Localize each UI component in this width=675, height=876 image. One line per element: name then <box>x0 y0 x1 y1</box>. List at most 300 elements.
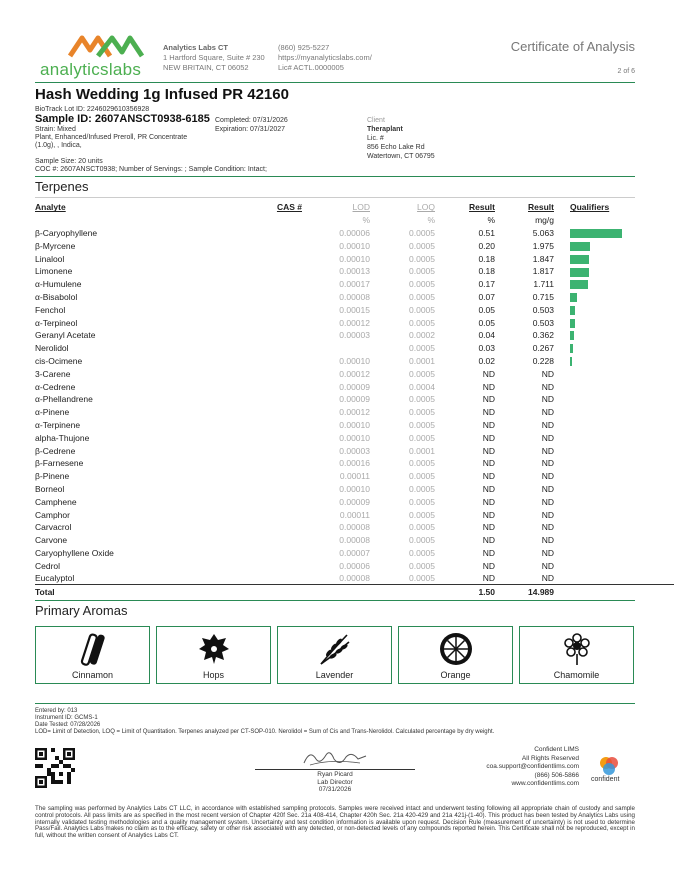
analyte-cell: β-Cedrene <box>35 445 76 456</box>
section-rule-3 <box>35 703 635 704</box>
lod-cell: 0.00007 <box>339 547 370 558</box>
lod-cell <box>302 342 370 355</box>
strain: Strain: Mixed <box>35 126 76 133</box>
analyte-cell: Borneol <box>35 483 65 494</box>
analyte-cell: α-Bisabolol <box>35 291 78 302</box>
table-row <box>35 227 674 240</box>
total-mg: 14.989 <box>528 586 554 597</box>
analyte-cell: Nerolidol <box>35 343 69 354</box>
analyte-cell: α-Pinene <box>35 407 70 418</box>
table-row <box>35 470 674 483</box>
unit-lod: % <box>362 215 370 226</box>
qualifier-cell <box>554 265 674 278</box>
aroma-label: Lavender <box>315 670 354 680</box>
result-pct-cell: ND <box>482 458 495 469</box>
analyte-cell: Fenchol <box>35 304 66 315</box>
loq-cell: 0.0005 <box>409 547 435 558</box>
cas-cell <box>248 547 302 560</box>
aroma-card-hops <box>156 626 271 684</box>
result-pct-cell: 0.05 <box>478 317 495 328</box>
cas-cell <box>248 380 302 393</box>
analyte-cell: Geranyl Acetate <box>35 330 96 341</box>
signature-block <box>255 771 415 794</box>
loq-cell: 0.0005 <box>409 304 435 315</box>
entered-by: Entered by: 013 <box>35 708 78 714</box>
table-row <box>35 303 674 316</box>
col-result-pct: Result <box>469 202 495 213</box>
cas-cell <box>248 495 302 508</box>
qualifier-cell <box>554 559 674 572</box>
cas-cell <box>248 457 302 470</box>
client-name: Theraplant <box>367 126 403 133</box>
loq-cell: 0.0004 <box>409 381 435 392</box>
table-row <box>35 265 674 278</box>
table-row <box>35 329 674 342</box>
lod-cell: 0.00003 <box>339 445 370 456</box>
qualifier-cell <box>554 393 674 406</box>
client-address-2: Watertown, CT 06795 <box>367 153 435 160</box>
qualifier-cell <box>554 355 674 368</box>
loq-cell: 0.0005 <box>409 394 435 405</box>
qualifier-cell <box>554 367 674 380</box>
lod-cell: 0.00010 <box>339 240 370 251</box>
qualifier-cell <box>554 534 674 547</box>
cas-cell <box>248 534 302 547</box>
instrument-id: Instrument ID: GCMS-1 <box>35 715 98 721</box>
lod-cell: 0.00017 <box>339 279 370 290</box>
cas-cell <box>248 483 302 496</box>
table-row <box>35 534 674 547</box>
lod-cell: 0.00010 <box>339 432 370 443</box>
table-row <box>35 508 674 521</box>
client-block <box>367 116 435 161</box>
cas-cell <box>248 342 302 355</box>
table-row <box>35 342 674 355</box>
lod-cell: 0.00010 <box>339 419 370 430</box>
lod-cell: 0.00012 <box>339 407 370 418</box>
result-bar <box>570 280 588 289</box>
table-row <box>35 559 674 572</box>
confident-line1: Confident LIMS <box>534 746 579 753</box>
result-pct-cell: ND <box>482 483 495 494</box>
analyte-cell: Cedrol <box>35 560 61 571</box>
cas-cell <box>248 419 302 432</box>
aroma-card-orange <box>398 626 513 684</box>
confident-logo-text: confident <box>591 776 620 783</box>
result-bar <box>570 331 574 340</box>
result-mg-cell: ND <box>541 535 554 546</box>
analyte-cell: β-Caryophyllene <box>35 227 98 238</box>
meta-block <box>35 708 494 736</box>
cas-cell <box>248 521 302 534</box>
loq-cell: 0.0002 <box>409 330 435 341</box>
result-pct-cell: ND <box>482 496 495 507</box>
table-row <box>35 419 674 432</box>
lod-cell: 0.00015 <box>339 304 370 315</box>
lod-note: LOD= Limit of Detection, LOQ = Limit of Quantitation. Terpenes analyzed per CT-SOP-010. Nerolidol = Sum of Cis and Trans-Nerolidol. Calculated percentage by dry weight. <box>35 729 495 735</box>
signer-name: Ryan Picard <box>317 771 353 778</box>
result-pct-cell: 0.51 <box>478 227 495 238</box>
analyte-cell: α-Humulene <box>35 279 82 290</box>
loq-cell: 0.0005 <box>409 317 435 328</box>
result-mg-cell: 1.847 <box>532 253 554 264</box>
table-row <box>35 572 674 585</box>
result-mg-cell: 1.975 <box>532 240 554 251</box>
lod-cell: 0.00009 <box>339 381 370 392</box>
result-mg-cell: ND <box>541 483 554 494</box>
result-pct-cell: ND <box>482 573 495 584</box>
chamomile-icon <box>559 632 595 666</box>
result-pct-cell: ND <box>482 432 495 443</box>
confident-logo-icon <box>598 755 620 777</box>
qualifier-cell <box>554 457 674 470</box>
result-mg-cell: ND <box>541 496 554 507</box>
table-row <box>35 367 674 380</box>
date-tested: Date Tested: 07/28/2026 <box>35 722 101 728</box>
result-pct-cell: ND <box>482 368 495 379</box>
lab-info <box>163 43 265 73</box>
loq-cell: 0.0005 <box>409 535 435 546</box>
aroma-label: Orange <box>440 670 471 680</box>
result-mg-cell: ND <box>541 509 554 520</box>
result-bar <box>570 344 573 353</box>
qualifier-cell <box>554 291 674 304</box>
aroma-label: Cinnamon <box>71 670 114 680</box>
total-pct: 1.50 <box>478 586 495 597</box>
analyte-cell: α-Phellandrene <box>35 394 93 405</box>
loq-cell: 0.0005 <box>409 419 435 430</box>
loq-cell: 0.0005 <box>409 253 435 264</box>
qualifier-cell <box>554 329 674 342</box>
cinnamon-icon <box>75 632 111 666</box>
loq-cell: 0.0005 <box>409 291 435 302</box>
lab-contact <box>278 43 372 73</box>
analyte-cell: Caryophyllene Oxide <box>35 547 114 558</box>
disclaimer: The sampling was performed by Analytics Labs CT LLC, in accordance with established sampling protocols. Samples were received intact and underwent testing following all appropriate chain of custody and sample control protocols. All pass limits are as specified in the most recent version of Chapter 420f Sec. 21a 408-414, Chapter 420h Sec. 21a 420-429 and 21a 421j-(1-40). This product has been tested by Analytics Labs using internally validated testing methodologies and a quality management system. Uncertainty and test condition information is available upon request. Decision Rule (measurement of uncertainty) is not used to determine Pass/Fail. Analytics Labs makes no claim as to the efficacy, safety or other risk associated with any detected, or non-detected levels of any compounds reported herein. This Certificate shall not be reproduced, except in full, without the written consent of Analytics Labs CT. <box>35 805 635 840</box>
confident-email[interactable]: coa.support@confidentlims.com <box>486 763 579 770</box>
result-bar <box>570 229 622 238</box>
loq-cell: 0.0005 <box>409 573 435 584</box>
hops-icon <box>196 632 232 666</box>
terpenes-title: Terpenes <box>35 179 89 194</box>
lod-cell: 0.00008 <box>339 573 370 584</box>
result-pct-cell: ND <box>482 419 495 430</box>
cas-cell <box>248 329 302 342</box>
table-row <box>35 406 674 419</box>
col-lod: LOD <box>352 202 370 213</box>
lod-cell: 0.00013 <box>339 266 370 277</box>
confident-line2: All Rights Reserved <box>521 754 579 762</box>
loq-cell: 0.0005 <box>409 266 435 277</box>
lod-cell: 0.00010 <box>339 355 370 366</box>
qualifier-cell <box>554 483 674 496</box>
lod-cell: 0.00011 <box>339 471 370 482</box>
qualifier-cell <box>554 572 674 585</box>
sample-size: Sample Size: 20 units <box>35 158 103 165</box>
aromas-title: Primary Aromas <box>35 603 128 618</box>
client-license: Lic. # <box>367 135 384 142</box>
lab-address-1: 1 Hartford Square, Suite # 230 <box>163 53 265 62</box>
cas-cell <box>248 393 302 406</box>
lod-cell: 0.00006 <box>339 227 370 238</box>
lod-cell: 0.00008 <box>339 522 370 533</box>
confident-website[interactable]: www.confidentlims.com <box>511 780 579 787</box>
cas-cell <box>248 252 302 265</box>
col-analyte: Analyte <box>35 202 66 213</box>
analyte-cell: alpha-Thujone <box>35 432 90 443</box>
total-cell <box>302 585 370 598</box>
orange-icon <box>438 632 474 666</box>
qualifier-cell <box>554 419 674 432</box>
qr-code-icon <box>35 748 75 788</box>
result-bar <box>570 268 589 277</box>
header-rule <box>35 82 635 83</box>
cas-cell <box>248 303 302 316</box>
cas-cell <box>248 239 302 252</box>
table-row <box>35 239 674 252</box>
cas-cell <box>248 291 302 304</box>
qualifier-cell <box>554 431 674 444</box>
result-pct-cell: ND <box>482 509 495 520</box>
cas-cell <box>248 265 302 278</box>
result-mg-cell: ND <box>541 458 554 469</box>
signature-line <box>255 769 415 770</box>
result-mg-cell: ND <box>541 573 554 584</box>
result-mg-cell: 0.228 <box>532 355 554 366</box>
result-mg-cell: ND <box>541 419 554 430</box>
page-number: 2 of 6 <box>617 68 635 75</box>
result-mg-cell: ND <box>541 381 554 392</box>
table-row <box>35 547 674 560</box>
lavender-icon <box>317 632 353 666</box>
confident-block <box>486 746 579 789</box>
col-cas: CAS # <box>276 202 302 213</box>
lab-phone: (860) 925-5227 <box>278 43 330 52</box>
cas-cell <box>248 355 302 368</box>
qualifier-cell <box>554 316 674 329</box>
result-pct-cell: ND <box>482 547 495 558</box>
result-mg-cell: ND <box>541 522 554 533</box>
result-mg-cell: ND <box>541 547 554 558</box>
loq-cell: 0.0005 <box>409 407 435 418</box>
cas-cell <box>248 406 302 419</box>
analyte-cell: Linalool <box>35 253 65 264</box>
loq-cell: 0.0001 <box>409 355 435 366</box>
result-mg-cell: 0.362 <box>532 330 554 341</box>
lod-cell: 0.00010 <box>339 483 370 494</box>
unit-result-pct: % <box>487 215 495 226</box>
total-cell <box>248 585 302 598</box>
aroma-label: Hops <box>202 670 224 680</box>
loq-cell: 0.0005 <box>409 343 435 354</box>
completed-date: Completed: 07/31/2026 <box>215 117 288 124</box>
table-row <box>35 278 674 291</box>
product-name: Hash Wedding 1g Infused PR 42160 <box>35 86 289 103</box>
analyte-cell: α-Terpineol <box>35 317 78 328</box>
result-mg-cell: 1.817 <box>532 266 554 277</box>
col-qualifiers: Qualifiers <box>570 202 610 213</box>
signature-date: 07/31/2026 <box>318 786 352 793</box>
analyte-cell: 3-Carene <box>35 368 71 379</box>
result-mg-cell: 0.503 <box>532 317 554 328</box>
lod-cell: 0.00010 <box>339 253 370 264</box>
lod-cell: 0.00016 <box>339 458 370 469</box>
result-pct-cell: ND <box>482 381 495 392</box>
lod-cell: 0.00011 <box>339 509 370 520</box>
loq-cell: 0.0005 <box>409 432 435 443</box>
loq-cell: 0.0005 <box>409 458 435 469</box>
cas-cell <box>248 559 302 572</box>
table-row <box>35 495 674 508</box>
qualifier-cell <box>554 342 674 355</box>
analyte-cell: Eucalyptol <box>35 573 75 584</box>
table-row <box>35 316 674 329</box>
result-mg-cell: ND <box>541 368 554 379</box>
analyte-cell: α-Cedrene <box>35 381 76 392</box>
product-type-2: (1.0g), , Indica, <box>35 142 82 149</box>
qualifier-cell <box>554 380 674 393</box>
analyte-cell: Camphor <box>35 509 70 520</box>
loq-cell: 0.0005 <box>409 560 435 571</box>
qualifier-cell <box>554 278 674 291</box>
qualifier-cell <box>554 547 674 560</box>
lab-name: Analytics Labs CT <box>163 43 229 52</box>
qualifier-cell <box>554 495 674 508</box>
aroma-card-lavender <box>277 626 392 684</box>
table-row <box>35 355 674 368</box>
analyte-cell: β-Pinene <box>35 471 70 482</box>
result-bar <box>570 255 589 264</box>
section-rule-1 <box>35 176 635 177</box>
loq-cell: 0.0005 <box>409 471 435 482</box>
analyte-cell: Carvacrol <box>35 522 72 533</box>
lod-cell: 0.00008 <box>339 291 370 302</box>
doc-title: Certificate of Analysis <box>510 39 635 54</box>
confident-phone: (866) 506-5866 <box>534 771 579 779</box>
section-rule-2 <box>35 600 635 601</box>
aroma-label: Chamomile <box>553 670 600 680</box>
table-units-row <box>35 214 674 227</box>
cas-cell <box>248 431 302 444</box>
result-mg-cell: ND <box>541 560 554 571</box>
table-row <box>35 457 674 470</box>
table-header-row <box>35 201 674 214</box>
table-row <box>35 444 674 457</box>
total-row <box>35 585 674 598</box>
qualifier-cell <box>554 239 674 252</box>
loq-cell: 0.0001 <box>409 445 435 456</box>
result-pct-cell: 0.05 <box>478 304 495 315</box>
analyte-cell: Limonene <box>35 266 73 277</box>
analyticslabs-logo-icon <box>68 34 158 58</box>
cas-cell <box>248 278 302 291</box>
result-pct-cell: 0.18 <box>478 266 495 277</box>
qualifier-cell <box>554 227 674 240</box>
result-bar <box>570 357 572 366</box>
client-address-1: 856 Echo Lake Rd <box>367 144 425 151</box>
loq-cell: 0.0005 <box>409 227 435 238</box>
result-pct-cell: ND <box>482 445 495 456</box>
aroma-card-chamomile <box>519 626 634 684</box>
result-pct-cell: 0.18 <box>478 253 495 264</box>
product-type-1: Plant, Enhanced/Infused Preroll, PR Concentrate <box>35 134 188 141</box>
qualifier-cell <box>554 303 674 316</box>
result-pct-cell: 0.07 <box>478 291 495 302</box>
cas-cell <box>248 227 302 240</box>
total-cell <box>370 585 435 598</box>
result-pct-cell: ND <box>482 471 495 482</box>
result-mg-cell: ND <box>541 471 554 482</box>
result-bar <box>570 319 575 328</box>
aroma-card-cinnamon <box>35 626 150 684</box>
result-pct-cell: ND <box>482 407 495 418</box>
result-mg-cell: ND <box>541 407 554 418</box>
loq-cell: 0.0005 <box>409 368 435 379</box>
qualifier-cell <box>554 521 674 534</box>
table-row <box>35 252 674 265</box>
result-mg-cell: ND <box>541 445 554 456</box>
terpenes-divider <box>35 197 635 198</box>
result-mg-cell: ND <box>541 394 554 405</box>
unit-result-mg: mg/g <box>535 215 554 226</box>
table-row <box>35 483 674 496</box>
lab-website[interactable]: https://myanalyticslabs.com/ <box>278 53 372 62</box>
lod-cell: 0.00008 <box>339 535 370 546</box>
expiration-date: Expiration: 07/31/2027 <box>215 126 286 133</box>
lab-license: Lic# ACTL.0000005 <box>278 63 344 72</box>
client-label: Client <box>367 117 385 124</box>
cas-cell <box>248 470 302 483</box>
table-row <box>35 380 674 393</box>
result-mg-cell: 1.711 <box>533 279 554 290</box>
cas-cell <box>248 572 302 585</box>
result-bar <box>570 293 577 302</box>
lab-logo <box>40 34 152 80</box>
result-pct-cell: ND <box>482 560 495 571</box>
result-pct-cell: ND <box>482 394 495 405</box>
cas-cell <box>248 367 302 380</box>
result-mg-cell: 5.063 <box>532 227 554 238</box>
lod-cell: 0.00009 <box>339 496 370 507</box>
analyte-cell: Camphene <box>35 496 77 507</box>
result-mg-cell: 0.503 <box>532 304 554 315</box>
table-row <box>35 521 674 534</box>
analyte-cell: Carvone <box>35 535 68 546</box>
cas-cell <box>248 316 302 329</box>
qualifier-cell <box>554 406 674 419</box>
lod-cell: 0.00012 <box>339 368 370 379</box>
loq-cell: 0.0005 <box>409 509 435 520</box>
analyte-cell: cis-Ocimene <box>35 355 83 366</box>
table-row <box>35 393 674 406</box>
result-pct-cell: 0.04 <box>478 330 495 341</box>
signer-title: Lab Director <box>317 778 353 786</box>
result-mg-cell: 0.715 <box>532 291 554 302</box>
terpenes-table <box>35 201 674 598</box>
analyte-cell: β-Farnesene <box>35 458 84 469</box>
table-row <box>35 431 674 444</box>
result-pct-cell: ND <box>482 522 495 533</box>
qualifier-cell <box>554 444 674 457</box>
total-label: Total <box>35 586 55 597</box>
sample-id: Sample ID: 2607ANSCT0938-6185 <box>35 113 210 125</box>
qualifier-cell <box>554 470 674 483</box>
result-mg-cell: ND <box>541 432 554 443</box>
qualifier-cell <box>554 508 674 521</box>
lab-address-2: NEW BRITAIN, CT 06052 <box>163 63 249 72</box>
lod-cell: 0.00009 <box>339 394 370 405</box>
analyte-cell: α-Terpinene <box>35 419 81 430</box>
